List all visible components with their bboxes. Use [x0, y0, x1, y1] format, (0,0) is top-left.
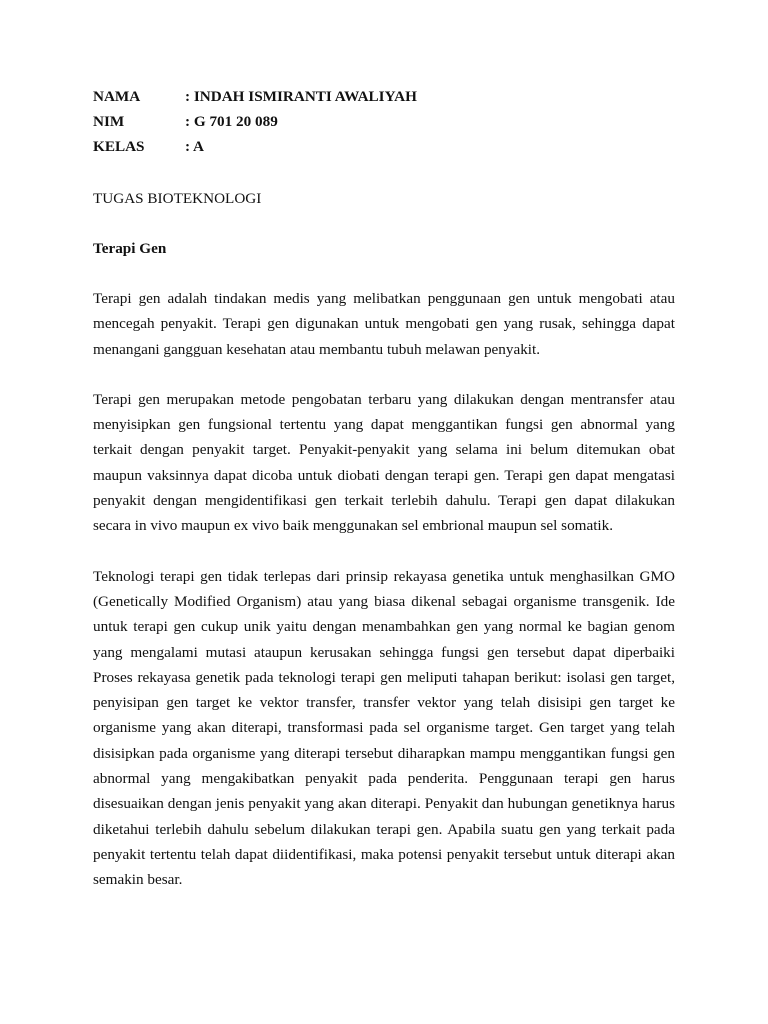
document-title: TUGAS BIOTEKNOLOGI: [93, 190, 262, 207]
student-identity-block: [93, 84, 675, 159]
paragraph-1: Terapi gen adalah tindakan medis yang melibatkan penggunaan gen untuk mengobati atau mencegah penyakit. Terapi gen digunakan untuk mengobati gen yang rusak, sehingga dapat menangani gangguan kesehatan atau membantu tubuh melawan penyakit.: [93, 290, 675, 358]
nim-label: NIM: [93, 113, 125, 130]
paragraph-2: Terapi gen merupakan metode pengobatan terbaru yang dilakukan dengan mentransfer atau menyisipkan gen fungsional tertentu yang dapat menggantikan fungsi gen abnormal yang terkait dengan penyakit target. Penyakit-penyakit yang selama ini belum ditemukan obat maupun vaksinnya dapat dicoba untuk diobati dengan terapi gen. Terapi gen dapat mengatasi penyakit dengan mengidentifikasi gen terkait terlebih dahulu. Terapi gen dapat dilakukan secara in vivo maupun ex vivo baik menggunakan sel embrional maupun sel somatik.: [93, 390, 675, 535]
nim-value: : G 701 20 089: [185, 113, 278, 130]
section-heading: Terapi Gen: [93, 240, 167, 257]
document-content: [93, 84, 675, 893]
kelas-value: : A: [185, 138, 204, 155]
kelas-label: KELAS: [93, 138, 145, 155]
nama-value: : INDAH ISMIRANTI AWALIYAH: [185, 88, 417, 105]
paragraph-3: Teknologi terapi gen tidak terlepas dari prinsip rekayasa genetika untuk menghasilkan GMO (Genetically Modified Organism) atau yang biasa dikenal sebagai organisme transgenik. Ide untuk terapi gen cukup unik yaitu dengan menambahkan gen yang normal ke bagian genom yang mengalami mutasi ataupun kerusakan sehingga fungsi gen tersebut dapat diperbaiki Proses rekayasa genetik pada teknologi terapi gen meliputi tahapan berikut: isolasi gen target, penyisipan gen target ke vektor transfer, transfer vektor yang telah disisipi gen target ke organisme yang akan diterapi, transformasi pada sel organisme target. Gen target yang telah disisipkan pada organisme yang diterapi tersebut diharapkan mampu menggantikan fungsi gen abnormal yang mengakibatkan penyakit pada penderita. Penggunaan terapi gen harus disesuaikan dengan jenis penyakit yang akan diterapi. Penyakit dan hubungan genetiknya harus diketahui terlebih dahulu sebelum dilakukan terapi gen. Apabila suatu gen yang terkait pada penyakit tertentu telah dapat diidentifikasi, maka potensi penyakit tersebut untuk diterapi akan semakin besar.: [93, 567, 675, 889]
nama-label: NAMA: [93, 88, 141, 105]
